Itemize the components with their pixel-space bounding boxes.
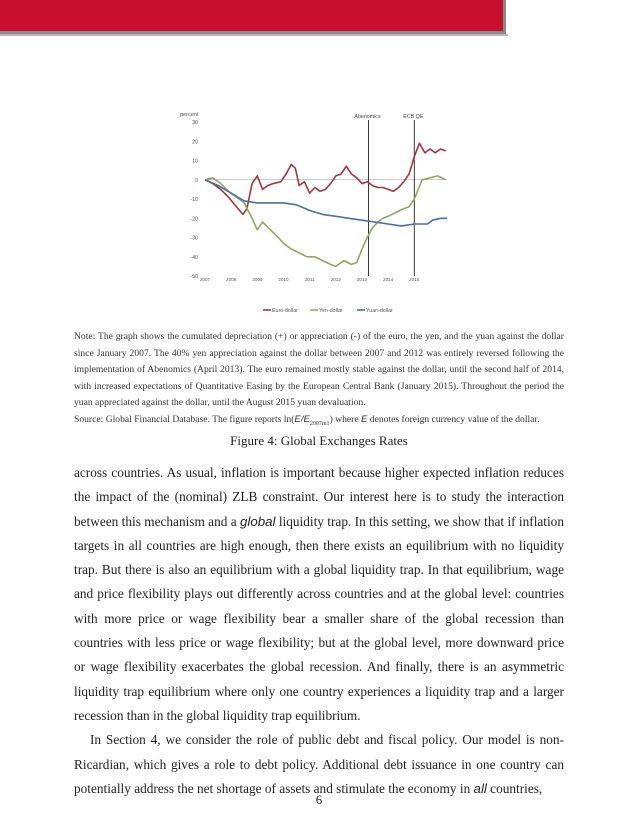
x-tick-label: 2008 [226,277,237,282]
paragraph-1: across countries. As usual, inflation is important because higher expected inflation reduces the impact of the (nominal) ZLB constraint. Our interest here is to study the interaction between this mechanism and a global liquidity trap. In this setting, we show that if inflation targets in all countries are high enough, then there exists an equilibrium with no liquidity trap. But there is also an equilibrium with a global liquidity trap. In that equilibrium, wage and price flexibility plays out differently across countries and at the global level: countries with more price or wage flexibility bear a smaller share of the global recession than countries with less price or wage flexibility; but at the global level, more downward price or wage flexibility exacerbates the global recession. And finally, there is an asymmetric liquidity trap equilibrium where only one country experiences a liquidity trap and a larger recession than in the global liquidity trap equilibrium. [74,465,564,723]
figure-note [74,329,564,432]
y-tick-label: -20 [190,216,198,223]
figure-caption: Figure 4: Global Exchanges Rates [230,433,408,448]
series-line-euro-dollar [205,143,446,214]
legend-label: Euro-dollar [272,308,298,314]
x-tick-label: 2013 [356,277,368,282]
y-tick-label: -50 [190,274,198,280]
page-number: 6 [315,792,323,807]
x-tick-label: 2010 [278,277,289,282]
source-line: Source: Global Financial Database. The figure reports $\ln(E/E_{2007m1})$ where E denotes foreign currency value of the dollar. [74,413,540,427]
x-tick-label: 2012 [330,277,341,282]
series-line-yuan-dollar [205,180,447,226]
x-tick-label: 2011 [304,277,315,282]
y-tick-label: -40 [190,254,198,261]
event-marker-label: Abenomics [354,114,381,120]
y-tick-label: 30 [192,120,198,126]
header-bar-shadow [0,34,508,36]
x-tick-label: 2014 [383,277,394,282]
y-axis-label: percent [180,112,199,118]
header-bar [0,0,506,34]
y-tick-label: -10 [190,197,198,203]
y-tick-label: -30 [190,235,198,242]
paragraph-2: In Section 4, we consider the role of public debt and fiscal policy. Our model is non-Ricardian, which gives a role to debt policy. Additional debt issuance in one country can potentially address the net shortage of assets and stimulate the economy in all countries, [74,732,564,796]
x-tick-label: 2015 [409,277,420,282]
note-text: Note: The graph shows the cumulated depreciation (+) or appreciation (-) of the euro, the yen, and the yuan against the dollar since January 2007. The 40% yen appreciation against the dollar between 2007 and 2012 was entirely reversed following the implementation of Abenomics (April 2013). The euro remained mostly stable against the dollar, until the second half of 2014, with increased expectations of Quantitative Easing by the European Central Bank (January 2015). Throughout the period the yuan appreciated against the dollar, until the August 2015 yuan devaluation. [74,331,564,408]
body-text [74,461,564,801]
y-tick-label: 10 [192,158,198,165]
exchange-rate-chart [160,100,460,320]
legend-label: Yuan-dollar [366,308,393,314]
legend-label: Yen-dollar [319,308,343,314]
y-tick-label: 20 [192,139,198,146]
x-tick-label: 2009 [252,277,263,282]
x-tick-label: 2007 [199,277,211,282]
y-tick-label: 0 [195,177,198,184]
event-marker-label: ECB QE [403,114,424,120]
